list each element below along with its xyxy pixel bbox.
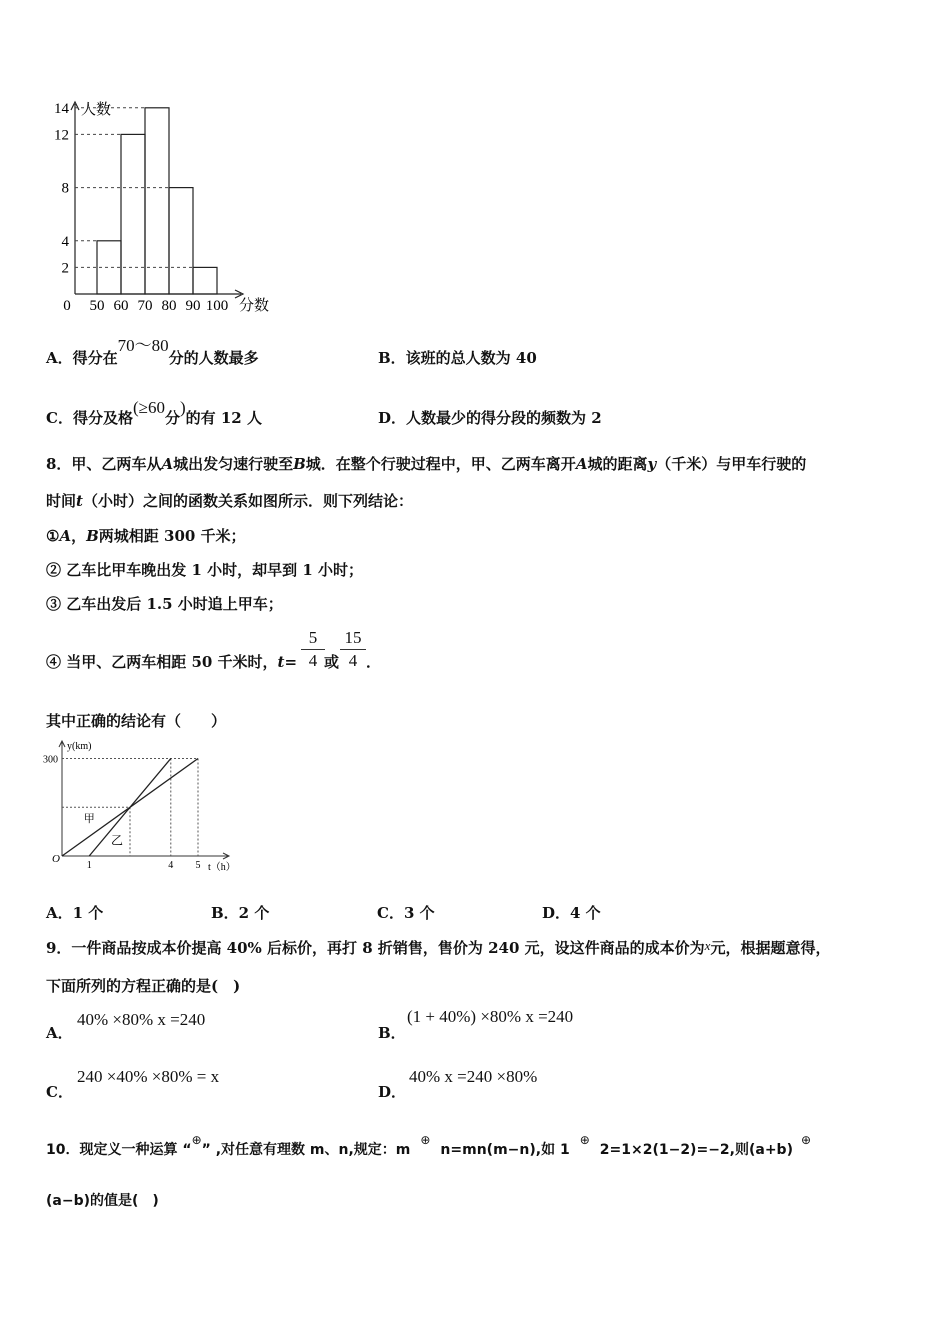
x-tick-label: 90 [185, 298, 201, 314]
q8-or: 或 [324, 653, 340, 671]
q9-line2: 下面所列的方程正确的是( ) [46, 977, 241, 995]
histogram-bar [193, 267, 217, 294]
q8-option-a: A．1 个 [46, 904, 104, 922]
q7-option-d: D．人数最少的得分段的频数为 2 [378, 409, 602, 427]
series-label-yi: 乙 [110, 833, 123, 848]
circled-plus-icon: ⊕ [800, 1133, 812, 1147]
q7-option-a: A．得分在70～80分的人数最多 [46, 336, 259, 367]
q8-option-c: C．3 个 [377, 904, 435, 922]
x-tick-label: 80 [161, 298, 177, 314]
q8-option-b: B．2 个 [211, 904, 270, 922]
q7-option-b: B．该班的总人数为 40 [378, 349, 537, 367]
q10-line1: 10．现定义一种运算 “⊕” ,对任意有理数 m、n,规定：m⊕n=mn(m−n),如 1⊕2=1×2(1−2)=−2,则(a+b)⊕ [46, 1133, 812, 1158]
q8-line2: 时间t（小时）之间的函数关系如图所示．则下列结论： [46, 492, 413, 510]
q9-option-a-label: A． [46, 1024, 73, 1042]
q8-option-d: D．4 个 [542, 904, 601, 922]
q9-option-c-label: C． [46, 1083, 73, 1101]
q9-option-c-math: 240 ×40% ×80% = x [77, 1067, 220, 1086]
histogram-bar [145, 108, 169, 294]
y-tick-label: 2 [61, 260, 69, 277]
circled-plus-icon: ⊕ [191, 1133, 202, 1147]
y-axis-label: y(km) [67, 741, 92, 752]
histogram-bar [169, 188, 193, 294]
q8-item-3: ③ 乙车出发后 1.5 小时追上甲车； [46, 595, 283, 613]
histogram-marks [54, 101, 269, 314]
y-tick-label: 300 [43, 754, 58, 766]
q9-option-b-math: (1 + 40%) ×80% x =240 [407, 1007, 574, 1026]
x-tick-label: 1 [86, 860, 92, 871]
q8-fraction-15-4: $\frac{15}{4}$ [340, 627, 366, 672]
x-tick-label: 0 [63, 298, 71, 314]
q9-option-d-math: 40% x =240 ×80% [409, 1067, 538, 1086]
x-tick-label: 70 [137, 298, 153, 314]
x-tick-label: 50 [89, 298, 105, 314]
q8-item-2: ② 乙车比甲车晚出发 1 小时，却早到 1 小时； [46, 561, 363, 579]
x-tick-label: 60 [113, 298, 129, 314]
series-label-jia: 甲 [83, 812, 95, 825]
q8-fraction-5-4: $\frac{5}{4}$ [301, 627, 325, 672]
distance-time-marks [43, 741, 236, 873]
histogram-bar [121, 134, 145, 294]
q7-option-c: C．得分及格(≥60分)的有 12 人 [46, 398, 262, 427]
x-tick-label: 5 [195, 860, 201, 871]
y-tick-label: 4 [61, 233, 69, 250]
q8-line1: 8．甲、乙两车从A城出发匀速行驶至B城．在整个行驶过程中，甲、乙两车离开A城的距离y（千米）与甲车行驶的 [46, 455, 807, 473]
y-tick-label: 14 [54, 100, 69, 117]
q9-line1: 9．一件商品按成本价提高 40% 后标价，再打 8 折销售，售价为 240 元，设这件商品的成本价为x元，根据题意得， [46, 938, 831, 957]
q8-item-4: ④ 当甲、乙两车相距 50 千米时，t= [46, 653, 298, 671]
distance-time-graph [40, 738, 250, 878]
q9-option-d-label: D． [378, 1083, 407, 1101]
q9-option-a-math: 40% ×80% x =240 [77, 1010, 206, 1029]
x-tick-label: 4 [168, 860, 174, 871]
q9-option-b-label: B． [378, 1024, 406, 1042]
y-axis-label: 人数 [81, 102, 112, 118]
origin-label: O [52, 853, 60, 865]
q8-period: ． [366, 653, 382, 671]
q7-option-a-math: 70～80 [117, 336, 169, 355]
q10-line2: (a−b)的值是( ) [46, 1193, 159, 1209]
q8-item-1: ①A，B两城相距 300 千米； [46, 527, 246, 545]
y-tick-label: 8 [61, 180, 69, 197]
circled-plus-icon: ⊕ [579, 1133, 590, 1147]
x-tick-label: 100 [205, 298, 229, 314]
y-tick-label: 12 [54, 127, 69, 144]
histogram-chart [40, 98, 300, 320]
q8-question: 其中正确的结论有（ ） [46, 712, 227, 730]
x-axis-label: t（h） [208, 862, 236, 873]
series-line-yi [89, 759, 171, 857]
circled-plus-icon: ⊕ [420, 1133, 431, 1147]
x-axis-label: 分数 [239, 298, 270, 314]
